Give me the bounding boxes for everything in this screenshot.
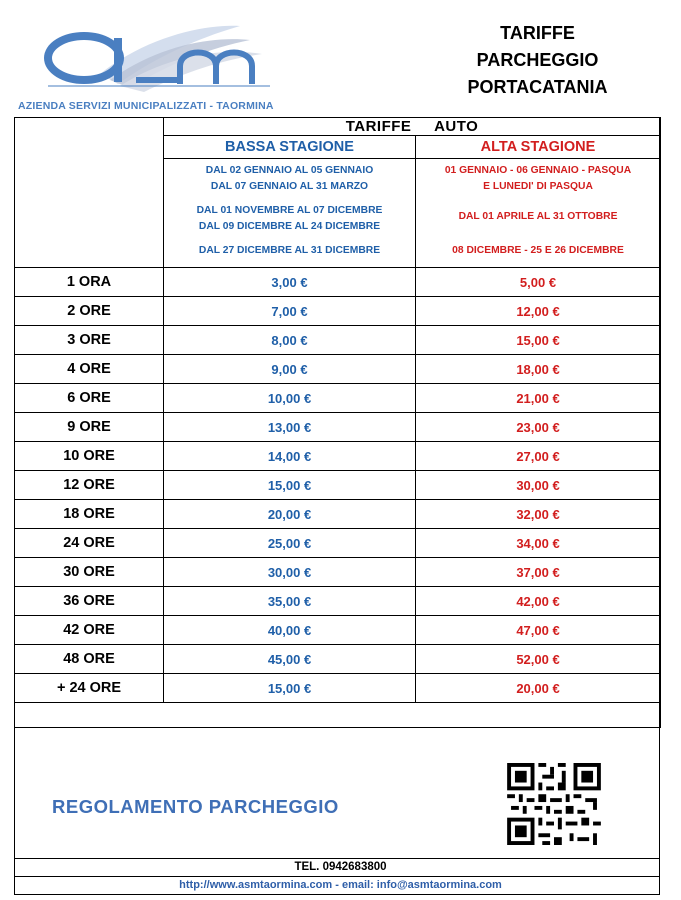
qr-code[interactable] <box>506 763 602 845</box>
duration-cell: 36 ORE <box>15 587 164 616</box>
low-price-cell: 9,00 € <box>164 355 416 384</box>
low-period: DAL 01 NOVEMBRE AL 07 DICEMBRE <box>196 205 383 216</box>
low-period: DAL 02 GENNAIO AL 05 GENNAIO <box>205 165 374 176</box>
high-price-cell: 42,00 € <box>416 587 661 616</box>
duration-cell: 42 ORE <box>15 616 164 645</box>
high-season-header: ALTA STAGIONE <box>416 136 661 159</box>
rate-row <box>15 384 661 413</box>
high-price-cell: 12,00 € <box>416 297 661 326</box>
duration-cell: 4 ORE <box>15 355 164 384</box>
low-period: DAL 07 GENNAIO AL 31 MARZO <box>210 181 369 192</box>
rate-row <box>15 674 661 703</box>
blank-cell <box>15 703 661 728</box>
low-price-cell: 3,00 € <box>164 268 416 297</box>
rate-row <box>15 355 661 384</box>
rate-row <box>15 297 661 326</box>
duration-cell: 2 ORE <box>15 297 164 326</box>
high-price-cell: 52,00 € <box>416 645 661 674</box>
low-price-cell: 10,00 € <box>164 384 416 413</box>
divider <box>14 876 660 877</box>
low-price-cell: 13,00 € <box>164 413 416 442</box>
regulation-link[interactable]: REGOLAMENTO PARCHEGGIO <box>52 796 339 817</box>
low-season-periods <box>164 159 416 268</box>
rate-row <box>15 471 661 500</box>
high-price-cell: 30,00 € <box>416 471 661 500</box>
heading-word-auto: AUTO <box>434 118 479 135</box>
low-period: DAL 27 DICEMBRE AL 31 DICEMBRE <box>198 245 381 256</box>
duration-cell: 24 ORE <box>15 529 164 558</box>
high-period: 08 DICEMBRE - 25 E 26 DICEMBRE <box>452 245 624 256</box>
high-price-cell: 32,00 € <box>416 500 661 529</box>
low-price-cell: 35,00 € <box>164 587 416 616</box>
high-price-cell: 47,00 € <box>416 616 661 645</box>
high-period: DAL 01 APRILE AL 31 OTTOBRE <box>458 211 618 222</box>
low-price-cell: 15,00 € <box>164 471 416 500</box>
company-name: AZIENDA SERVIZI MUNICIPALIZZATI - TAORMINA <box>18 100 274 112</box>
title-line-1: TARIFFE <box>500 23 575 43</box>
low-price-cell: 7,00 € <box>164 297 416 326</box>
duration-cell: 6 ORE <box>15 384 164 413</box>
duration-cell: + 24 ORE <box>15 674 164 703</box>
low-price-cell: 14,00 € <box>164 442 416 471</box>
duration-cell: 10 ORE <box>15 442 164 471</box>
low-price-cell: 30,00 € <box>164 558 416 587</box>
contact-links[interactable]: http://www.asmtaormina.com - email: info@asmtaormina.com <box>179 879 502 891</box>
high-price-cell: 20,00 € <box>416 674 661 703</box>
page-title <box>430 20 645 101</box>
low-period: DAL 09 DICEMBRE AL 24 DICEMBRE <box>198 221 381 232</box>
duration-cell: 1 ORA <box>15 268 164 297</box>
high-price-cell: 18,00 € <box>416 355 661 384</box>
low-price-cell: 40,00 € <box>164 616 416 645</box>
duration-cell: 3 ORE <box>15 326 164 355</box>
corner-cell <box>15 118 164 268</box>
rate-row <box>15 268 661 297</box>
low-price-cell: 15,00 € <box>164 674 416 703</box>
rate-row <box>15 413 661 442</box>
high-price-cell: 21,00 € <box>416 384 661 413</box>
high-price-cell: 23,00 € <box>416 413 661 442</box>
high-season-periods <box>416 159 661 268</box>
high-price-cell: 34,00 € <box>416 529 661 558</box>
title-line-3: PORTACATANIA <box>467 77 608 97</box>
high-period: 01 GENNAIO - 06 GENNAIO - PASQUA <box>444 165 632 176</box>
high-price-cell: 27,00 € <box>416 442 661 471</box>
duration-cell: 18 ORE <box>15 500 164 529</box>
heading-word-tariffe: TARIFFE <box>345 118 412 135</box>
rate-row <box>15 645 661 674</box>
table-heading <box>164 118 661 136</box>
telephone: TEL. 0942683800 <box>294 861 387 873</box>
tariff-table <box>14 117 661 728</box>
duration-cell: 30 ORE <box>15 558 164 587</box>
rate-row <box>15 587 661 616</box>
low-price-cell: 45,00 € <box>164 645 416 674</box>
low-season-header: BASSA STAGIONE <box>164 136 416 159</box>
duration-cell: 9 ORE <box>15 413 164 442</box>
low-price-cell: 8,00 € <box>164 326 416 355</box>
rate-row <box>15 500 661 529</box>
duration-cell: 12 ORE <box>15 471 164 500</box>
rate-row <box>15 558 661 587</box>
high-price-cell: 37,00 € <box>416 558 661 587</box>
rate-row <box>15 529 661 558</box>
title-line-2: PARCHEGGIO <box>476 50 599 70</box>
high-period: E LUNEDI' DI PASQUA <box>483 181 593 192</box>
rate-row <box>15 616 661 645</box>
asm-logo <box>40 14 280 100</box>
low-price-cell: 20,00 € <box>164 500 416 529</box>
high-price-cell: 15,00 € <box>416 326 661 355</box>
blank-row <box>15 703 661 728</box>
rate-row <box>15 326 661 355</box>
divider <box>14 858 660 859</box>
low-price-cell: 25,00 € <box>164 529 416 558</box>
duration-cell: 48 ORE <box>15 645 164 674</box>
high-price-cell: 5,00 € <box>416 268 661 297</box>
rate-row <box>15 442 661 471</box>
